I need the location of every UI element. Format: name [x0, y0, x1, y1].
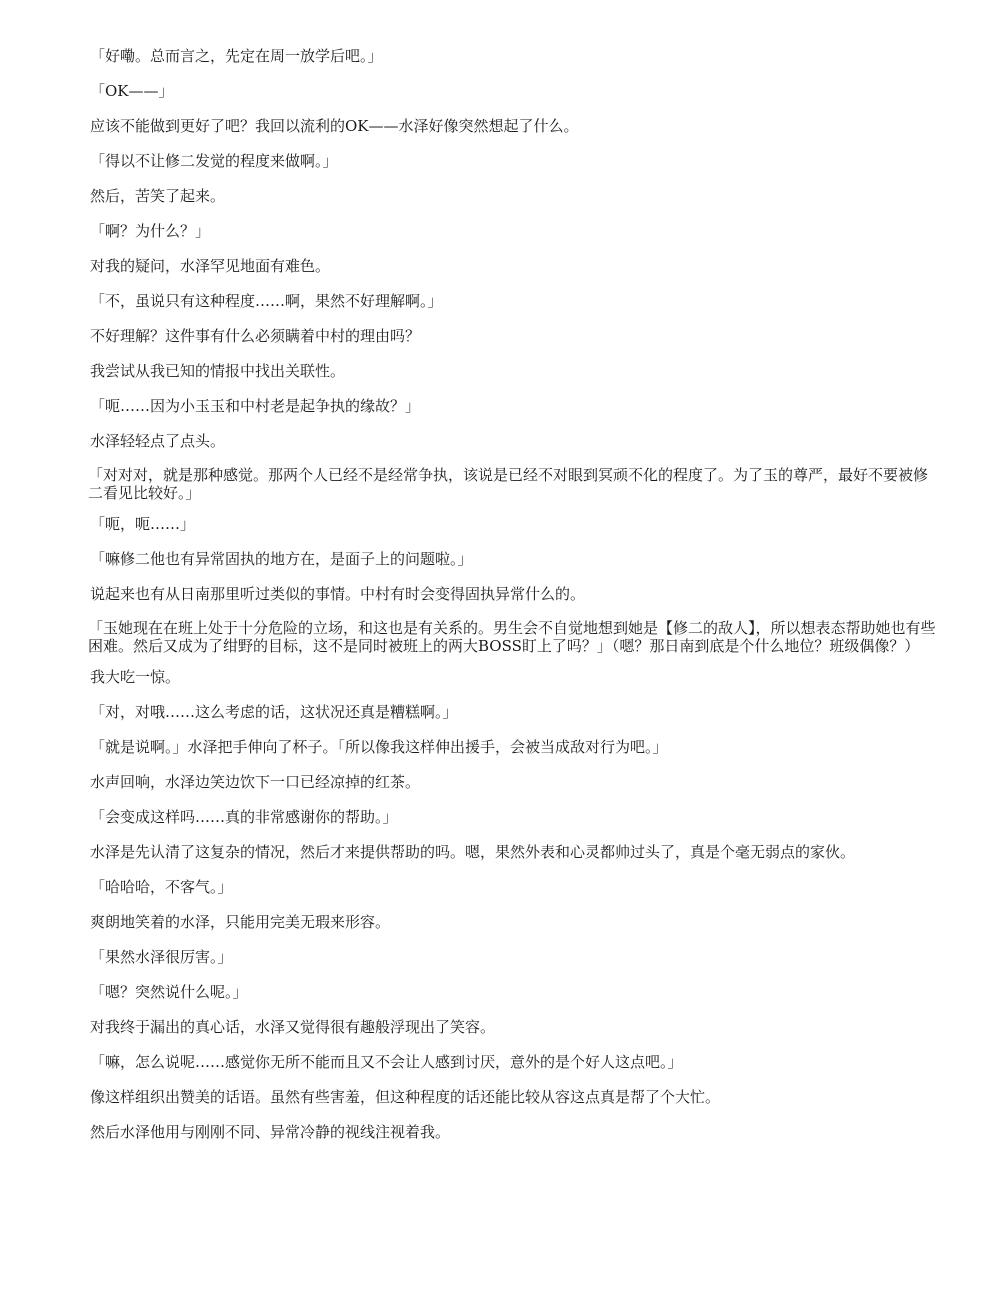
- paragraph-14: 「呃，呃……」: [90, 515, 196, 533]
- paragraph-21: 水声回响，水泽边笑边饮下一口已经凉掉的红茶。: [90, 773, 421, 791]
- paragraph-17: 「玉她现在在班上处于十分危险的立场，和这也是有关系的。男生会不自觉地想到她是【修二的敌人】，所以想表态帮助她也有些困难。然后又成为了绀野的目标，这不是同时被班上的两大BOSS盯上了吗？」（嗯？那日南到底是个什么地位？班级偶像？）: [88, 619, 936, 655]
- paragraph-6: 「啊？为什么？」: [90, 222, 211, 240]
- paragraph-19: 「对，对哦……这么考虑的话，这状况还真是糟糕啊。」: [90, 703, 458, 721]
- paragraph-18: 我大吃一惊。: [90, 668, 181, 686]
- paragraph-13: 「对对对，就是那种感觉。那两个人已经不是经常争执，该说是已经不对眼到冥顽不化的程度了。为了玉的尊严，最好不要被修二看见比较好。」: [88, 466, 929, 502]
- paragraph-3: 应该不能做到更好了吧？我回以流利的OK——水泽好像突然想起了什么。: [90, 117, 579, 135]
- paragraph-2: 「OK——」: [90, 82, 174, 100]
- paragraph-28: 对我终于漏出的真心话，水泽又觉得很有趣般浮现出了笑容。: [90, 1018, 496, 1036]
- paragraph-9: 不好理解？这件事有什么必须瞒着中村的理由吗？: [90, 327, 421, 345]
- paragraph-12: 水泽轻轻点了点头。: [90, 432, 226, 450]
- paragraph-25: 爽朗地笑着的水泽，只能用完美无瑕来形容。: [90, 913, 391, 931]
- paragraph-10: 我尝试从我已知的情报中找出关联性。: [90, 362, 346, 380]
- paragraph-4: 「得以不让修二发觉的程度来做啊。」: [90, 152, 338, 170]
- paragraph-8: 「不，虽说只有这种程度……啊，果然不好理解啊。」: [90, 292, 443, 310]
- paragraph-1: 「好嘞。总而言之，先定在周一放学后吧。」: [90, 47, 383, 65]
- paragraph-31: 然后水泽他用与刚刚不同、异常冷静的视线注视着我。: [90, 1123, 451, 1141]
- paragraph-11: 「呃……因为小玉玉和中村老是起争执的缘故？」: [90, 397, 421, 415]
- paragraph-5: 然后，苦笑了起来。: [90, 187, 226, 205]
- paragraph-20: 「就是说啊。」水泽把手伸向了杯子。「所以像我这样伸出援手，会被当成敌对行为吧。」: [90, 738, 668, 756]
- paragraph-22: 「会变成这样吗……真的非常感谢你的帮助。」: [90, 808, 398, 826]
- paragraph-27: 「嗯？突然说什么呢。」: [90, 983, 248, 1001]
- paragraph-29: 「嘛，怎么说呢……感觉你无所不能而且又不会让人感到讨厌，意外的是个好人这点吧。」: [90, 1053, 683, 1071]
- paragraph-30: 像这样组织出赞美的话语。虽然有些害羞，但这种程度的话还能比较从容这点真是帮了个大忙。: [90, 1088, 721, 1106]
- paragraph-26: 「果然水泽很厉害。」: [90, 948, 233, 966]
- paragraph-16: 说起来也有从日南那里听过类似的事情。中村有时会变得固执异常什么的。: [90, 585, 586, 603]
- paragraph-15: 「嘛修二他也有异常固执的地方在，是面子上的问题啦。」: [90, 550, 473, 568]
- paragraph-24: 「哈哈哈，不客气。」: [90, 878, 233, 896]
- paragraph-23: 水泽是先认清了这复杂的情况，然后才来提供帮助的吗。嗯，果然外表和心灵都帅过头了，真是个毫无弱点的家伙。: [90, 843, 856, 861]
- paragraph-7: 对我的疑问，水泽罕见地面有难色。: [90, 257, 331, 275]
